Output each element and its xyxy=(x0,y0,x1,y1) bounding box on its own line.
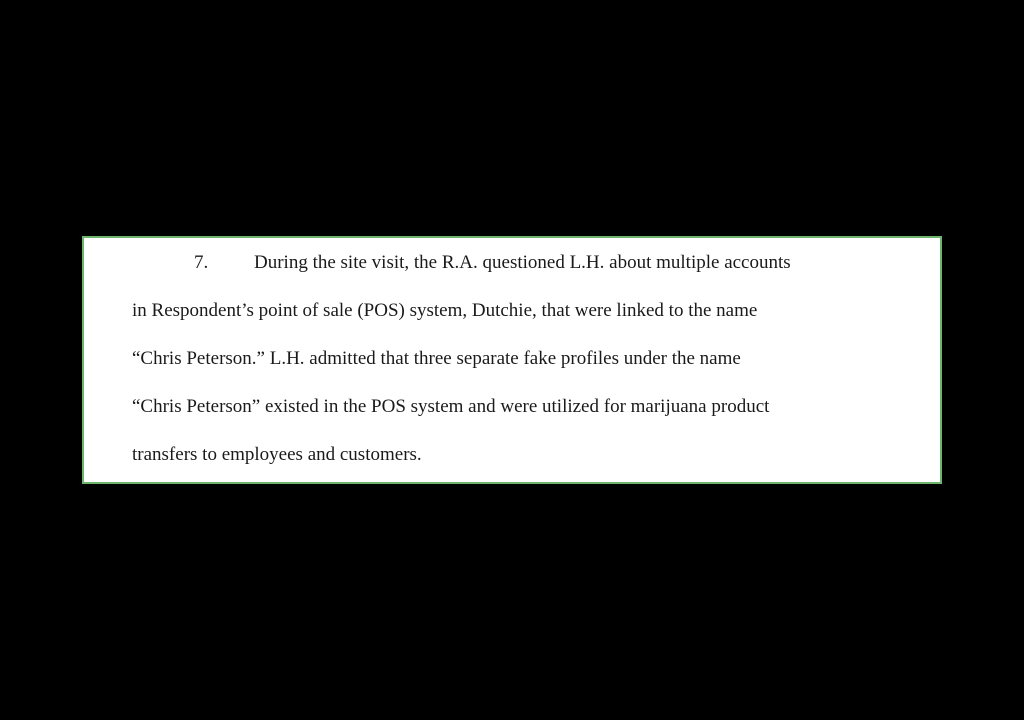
paragraph-line-1: During the site visit, the R.A. questioned L.H. about multiple accounts xyxy=(254,252,791,273)
paragraph-line-2: in Respondent’s point of sale (POS) system, Dutchie, that were linked to the name xyxy=(132,300,758,321)
paragraph-line-5: transfers to employees and customers. xyxy=(132,444,422,465)
paragraph-number: 7. xyxy=(194,252,209,273)
document-excerpt-frame xyxy=(82,236,942,484)
paragraph-line-3: “Chris Peterson.” L.H. admitted that three separate fake profiles under the name xyxy=(132,348,741,369)
paragraph-line-4: “Chris Peterson” existed in the POS system and were utilized for marijuana product xyxy=(132,396,770,417)
paragraph-7 xyxy=(84,238,940,482)
